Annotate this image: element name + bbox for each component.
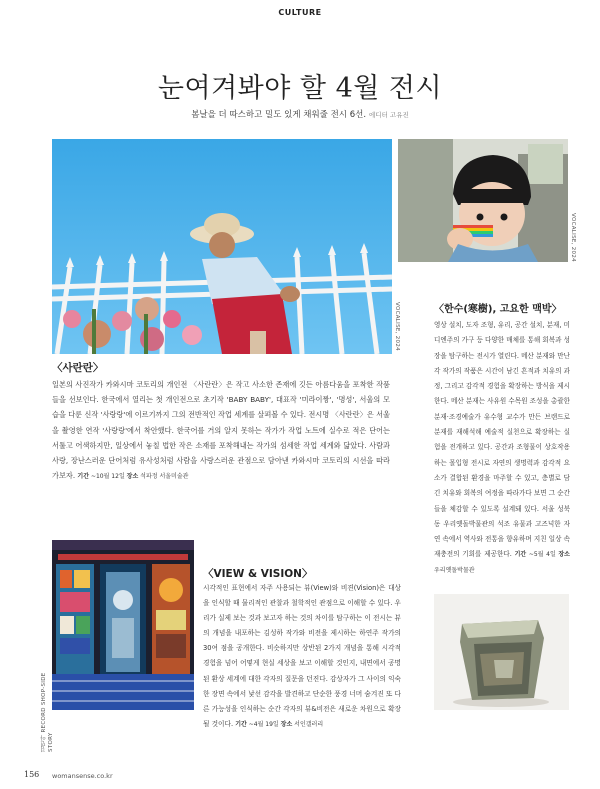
hansu-photo-credit: VOCALISE, 2024: [570, 213, 576, 262]
subtitle-text: 봄날을 더 따스하고 밀도 있게 채워줄 전시 6선.: [191, 110, 367, 120]
view-vision-photo-art: [52, 540, 194, 710]
view-vision-caption-title: RECORD SHOP-SIDE STORY: [41, 672, 54, 752]
hansu-body: [434, 318, 570, 578]
sararan-period: ~10월 12일: [90, 473, 125, 481]
view-vision-description: 시각적인 표현에서 자주 사용되는 뷰(View)와 비젼(Vision)은 대상을 인식할 때 물리적인 관찰과 철학적인 관점으로 이해할 수 있다. 우리가 실제 보는 것과 보고자 하는 것의 차이를 탐구하는 이 전시는 뷰의 개념을 내포하는 김성하 작가와 비전을 제시하는 하연주 작가의 30여 점을 공개한다. 비슷하지만 상반된 2가지 개념을 통해 시각적 경험을 넘어 어떻게 현실 세상을 보고 이해할 것인지, 내면에서 공명된 환상 세계에 대한 각자의 질문을 던진다. 감상자가 그 사이의 익숙한 장면 속에서 낯선 감각을 발견하고 단순한 풍경 너머 숨겨진 또 다른 가능성을 인식하는 순간 각자의 뷰&비전은 새로운 차원으로 확장될 것이다.: [203, 584, 401, 728]
view-vision-body: [203, 581, 401, 732]
view-vision-caption-lead: 김민아: [41, 734, 47, 752]
view-vision-photo-credit: [40, 672, 54, 752]
view-vision-period-label: 기간: [235, 720, 247, 728]
hansu-period: ~5월 4일: [528, 551, 556, 559]
sararan-photo: [52, 139, 392, 354]
section-label: CULTURE: [278, 8, 322, 17]
hansu-venue-label: 장소: [558, 551, 570, 559]
view-vision-venue-label: 장소: [280, 720, 293, 728]
view-vision-venue: 서인갤러리: [294, 720, 324, 728]
sararan-photo-art: [52, 139, 392, 354]
sararan-heading: 〈사란란〉: [52, 362, 104, 374]
hansu-ceramic-photo: [434, 594, 569, 710]
page-number: 156: [24, 770, 40, 779]
hansu-period-label: 기간: [514, 551, 527, 559]
sararan-body: [52, 377, 390, 484]
sararan-venue-label: 장소: [126, 473, 139, 481]
hansu-photo-art: [398, 139, 568, 262]
view-vision-heading: 〈VIEW & VISION〉: [203, 568, 313, 580]
editor-byline: 에디터 고유진: [369, 111, 409, 119]
view-vision-photo: [52, 540, 194, 710]
sararan-description: 일본의 사진작가 카와시마 코토리의 개인전 〈사란란〉은 작고 사소한 존재에 깃든 아름다움을 포착한 작품들을 선보인다. 한국에서 열리는 첫 개인전으로 초기작 'BABY BABY', 대표작 '미라이짱', '명성', 서울의 모습을 다룬 신작 '사랑랑'에 이르기까지 그의 전반적인 작업 세계를 살펴볼 수 있다. 전시명 〈사란란〉은 서울을 촬영한 연작 '사랑랑'에서 착안했다. 한국어를 거의 알지 못하는 작가가 작업 노트에 실수로 적은 단어는 서툴고 어색하지만, 일상에서 놓칠 법한 작은 소재를 포착해내는 작가의 섬세한 작업 세계와 닮았다. 사람과 사랑, 장난스러운 단어처럼 유사성처럼 사람을 사랑스러운 관점으로 담아낸 카와시마 코토리의 시선을 따라가보자.: [52, 380, 390, 481]
page-title: 눈여겨봐야 할 4월 전시: [157, 73, 443, 104]
hansu-heading: 〈한수(寒樹), 고요한 맥박〉: [434, 304, 562, 315]
site-url: womansense.co.kr: [52, 772, 113, 780]
hansu-ceramic-art: [434, 594, 569, 710]
hansu-photo: [398, 139, 568, 262]
sararan-info: [77, 473, 188, 480]
page-subtitle: [0, 108, 600, 120]
sararan-period-label: 기간: [77, 473, 90, 481]
view-vision-info: [235, 721, 323, 728]
hansu-venue: 우리옛돌박물관: [434, 566, 475, 574]
view-vision-period: ~4월 19일: [248, 720, 279, 728]
hansu-description: 영상 설치, 도자 조형, 유리, 공간 설치, 분재, 미디엔주의 가구 등 다양한 매체를 통해 회복과 성장을 탐구하는 전시가 열린다. 메산 분재와 만난 각 작가의 작품은 시간이 남긴 흔적과 치유의 과정, 그리고 감각적 경험을 확장하는 방식을 제시한다. 메산 분재는 사유원 수목원 조성을 총괄한 분재·조경예술가 유수형 교수가 만든 브랜드로 분재를 재해석해 예술적 실천으로 확장하는 실험을 전개하고 있다. 공간과 조형물이 상호작용하는 몰입형 전시로 자연의 생명력과 감각적 요소가 결합된 환경을 마주할 수 있고, 층별로 담긴 치유와 회복의 여정을 따라가다 보면 그 순간들을 체감할 수 있도록 설계돼 있다. 서울 성북동 우리옛돌박물관의 석조 유물과 고즈넉한 자연 속에서 역사와 전통을 향유하며 지친 일상 속 재충전의 기회를 제공한다.: [434, 321, 570, 559]
sararan-venue: 석파정 서울미술관: [140, 473, 189, 481]
sararan-photo-credit: VOCALISE, 2024: [394, 302, 400, 351]
